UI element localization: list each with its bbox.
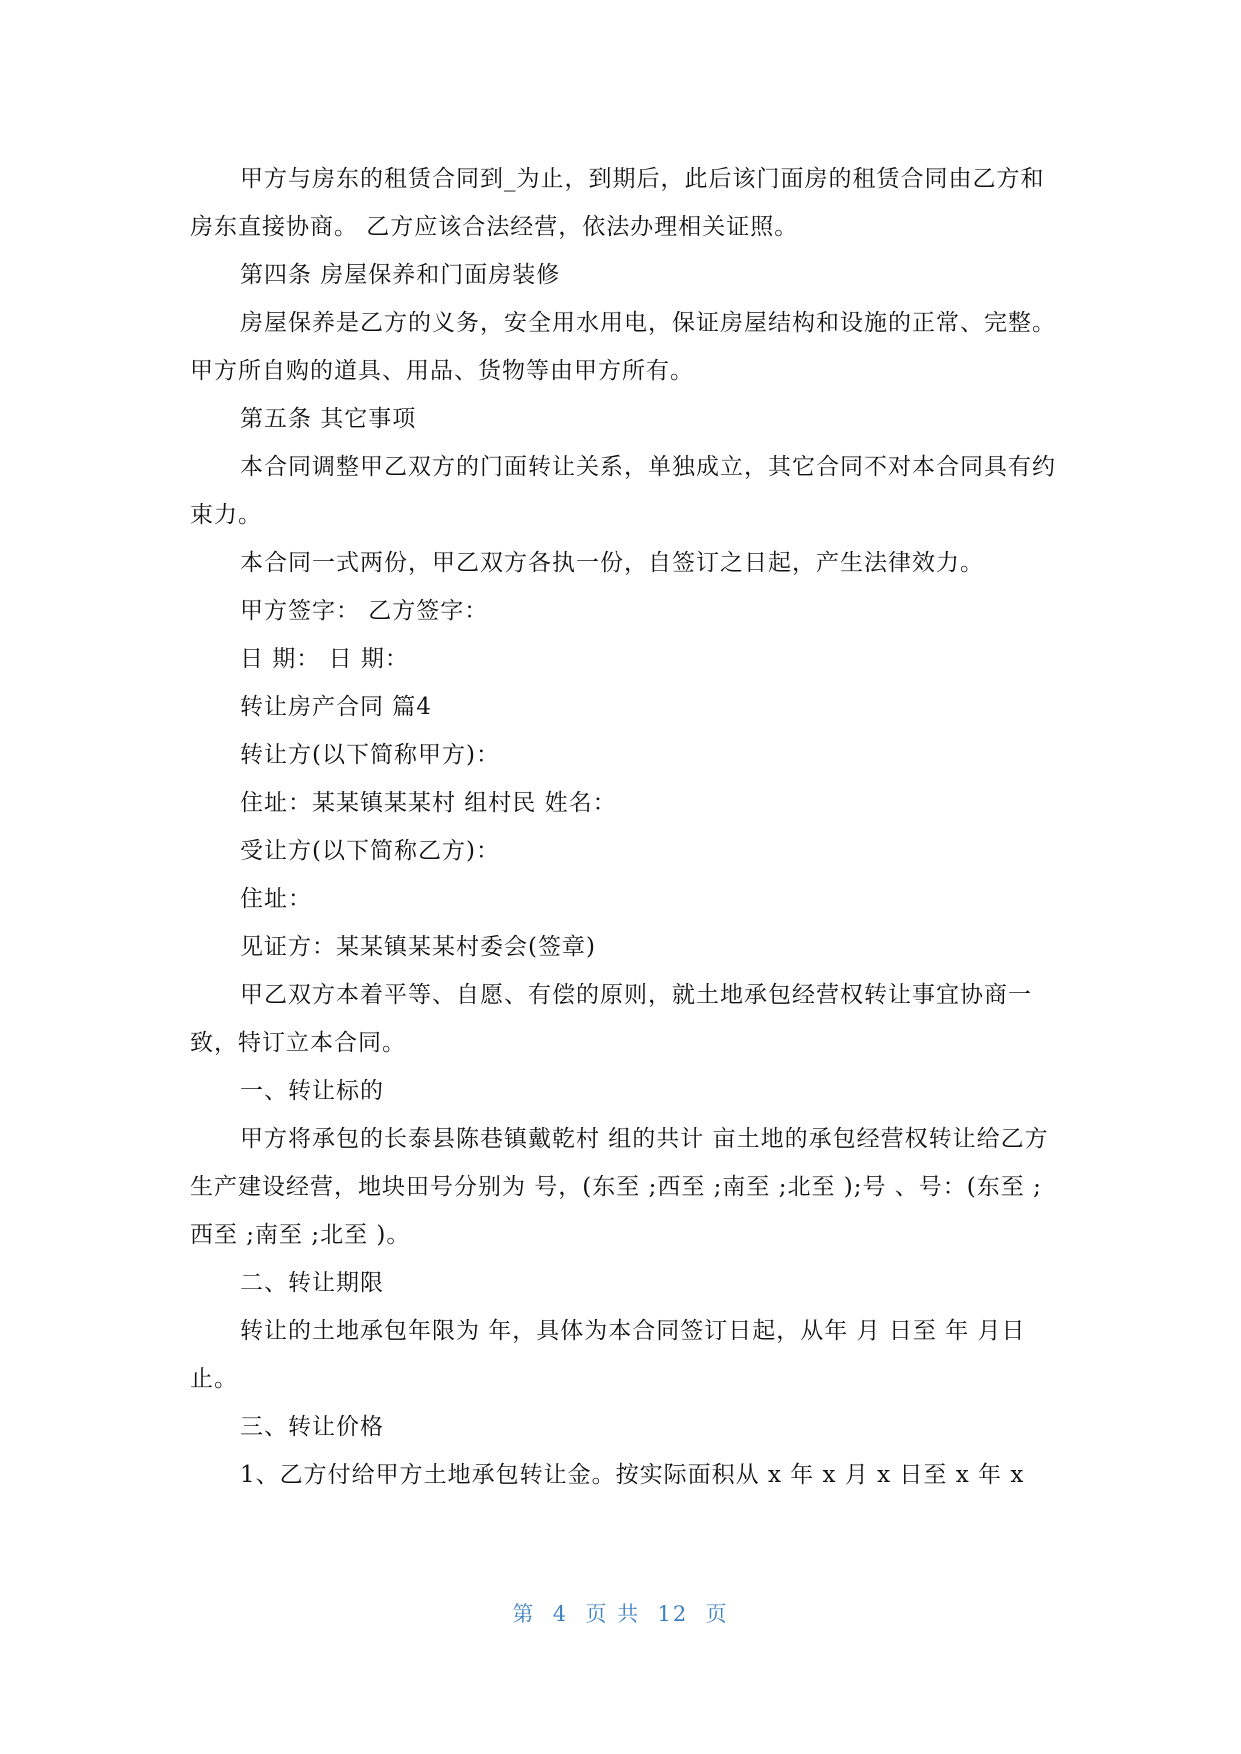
signature-line: 甲方签字： 乙方签字： [240, 598, 489, 624]
section-heading: 第五条 其它事项 [240, 406, 417, 432]
page-number-footer: 第 4 页 共 12 页 [512, 1602, 729, 1626]
address-line: 住址： [240, 886, 312, 912]
document-body [190, 155, 1060, 1499]
address-line: 住址：某某镇某某村 组村民 姓名： [240, 790, 617, 816]
section-heading: 第四条 房屋保养和门面房装修 [240, 262, 561, 288]
section-heading: 一、转让标的 [240, 1078, 384, 1104]
paragraph: 房屋保养是乙方的义务，安全用水用电，保证房屋结构和设施的正常、完整。甲方所自购的道具、用品、货物等由甲方所有。 [190, 310, 1056, 384]
paragraph: 本合同调整甲乙双方的门面转让关系，单独成立，其它合同不对本合同具有约束力。 [190, 454, 1056, 528]
paragraph: 甲方将承包的长泰县陈巷镇戴乾村 组的共计 亩土地的承包经营权转让给乙方生产建设经营，地块田号分别为 号，(东至 ;西至 ;南至 ;北至 );号 、号：(东至 ;西至 ;南至 ;北至 )。 [190, 1126, 1049, 1248]
section-heading: 三、转让价格 [240, 1414, 384, 1440]
paragraph: 本合同一式两份，甲乙双方各执一份，自签订之日起，产生法律效力。 [240, 550, 984, 576]
transferee-line: 受让方(以下简称乙方)： [240, 838, 500, 864]
contract-title: 转让房产合同 篇4 [240, 694, 432, 720]
section-heading: 二、转让期限 [240, 1270, 384, 1296]
witness-line: 见证方：某某镇某某村委会(签章) [240, 934, 596, 960]
date-line: 日 期： 日 期： [240, 646, 409, 672]
paragraph: 甲方与房东的租赁合同到_为止，到期后，此后该门面房的租赁合同由乙方和房东直接协商。 乙方应该合法经营，依法办理相关证照。 [190, 166, 1045, 240]
paragraph: 1、乙方付给甲方土地承包转让金。按实际面积从 x 年 x 月 x 日至 x 年 x [240, 1462, 1025, 1488]
paragraph: 甲乙双方本着平等、自愿、有偿的原则，就土地承包经营权转让事宜协商一致，特订立本合同。 [190, 982, 1032, 1056]
transferor-line: 转让方(以下简称甲方)： [240, 742, 500, 768]
paragraph: 转让的土地承包年限为 年，具体为本合同签订日起，从年 月 日至 年 月日止。 [190, 1318, 1026, 1392]
